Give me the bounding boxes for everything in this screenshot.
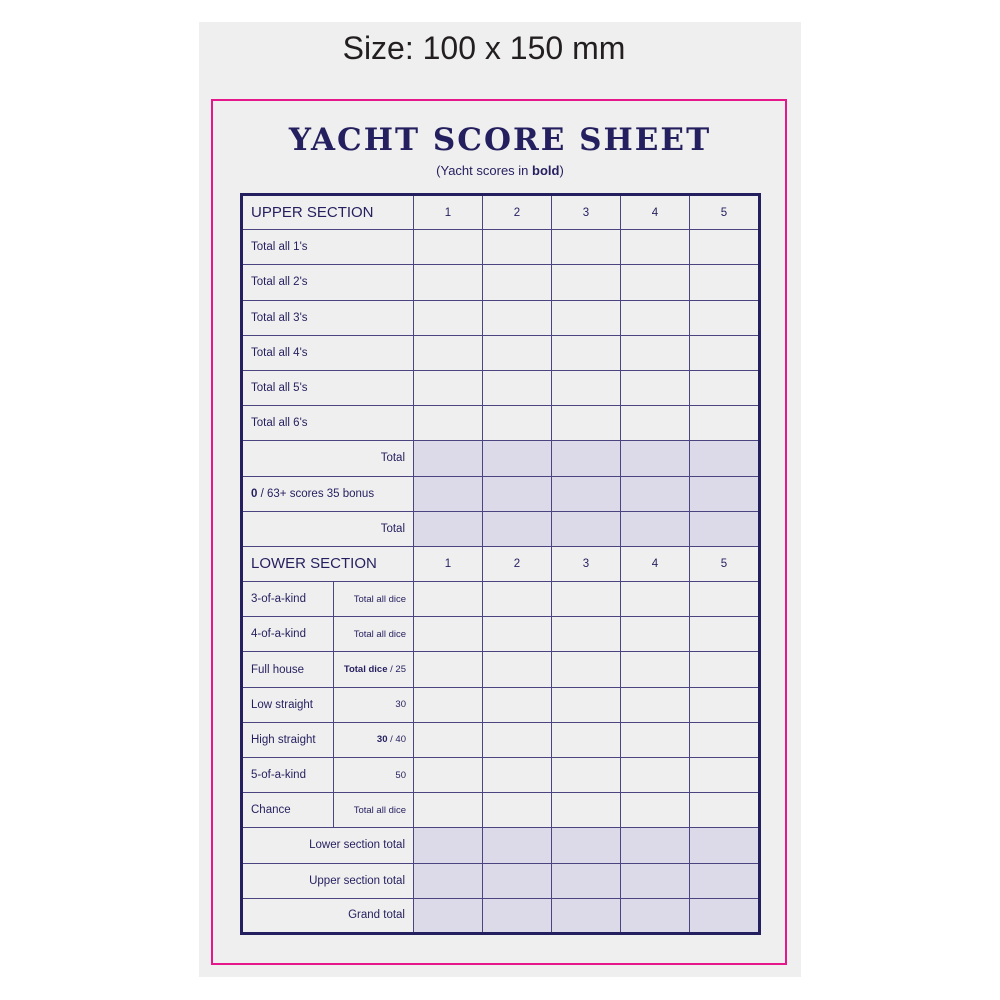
lower-row-hint xyxy=(334,758,414,793)
bonus-score-cell-5[interactable] xyxy=(690,476,760,511)
upper-row-4-score-cell-2[interactable] xyxy=(483,335,552,370)
upper-section-header-row xyxy=(242,195,760,230)
upper-row-5-score-cell-5[interactable] xyxy=(690,370,760,405)
upper-row-4-score-cell-3[interactable] xyxy=(552,335,621,370)
upper-row-3-score-cell-3[interactable] xyxy=(552,300,621,335)
total-row-1-score-cell-2[interactable] xyxy=(483,828,552,863)
upper-subtotal-score-cell-5[interactable] xyxy=(690,441,760,476)
lower-row-5-score-cell-2[interactable] xyxy=(483,722,552,757)
lower-row-1-score-cell-3[interactable] xyxy=(552,582,621,617)
upper-subtotal-score-cell-2[interactable] xyxy=(483,441,552,476)
table-row xyxy=(242,687,760,722)
score-table xyxy=(240,193,761,935)
upper-row-1-score-cell-1[interactable] xyxy=(414,230,483,265)
bonus-label xyxy=(242,476,414,511)
upper-row-5-score-cell-2[interactable] xyxy=(483,370,552,405)
bonus-score-cell-1[interactable] xyxy=(414,476,483,511)
upper-section-heading: UPPER SECTION xyxy=(242,195,414,230)
upper-row-5-score-cell-4[interactable] xyxy=(621,370,690,405)
total-row-1-score-cell-3[interactable] xyxy=(552,828,621,863)
bonus-score-cell-2[interactable] xyxy=(483,476,552,511)
lower-row-3-score-cell-2[interactable] xyxy=(483,652,552,687)
lower-row-3-score-cell-4[interactable] xyxy=(621,652,690,687)
upper-row-6-score-cell-4[interactable] xyxy=(621,406,690,441)
lower-row-4-score-cell-2[interactable] xyxy=(483,687,552,722)
table-row xyxy=(242,582,760,617)
upper-row-label: Total all 6's xyxy=(242,406,414,441)
upper-row-2-score-cell-5[interactable] xyxy=(690,265,760,300)
total-row-2-score-cell-4[interactable] xyxy=(621,863,690,898)
lower-row-4-score-cell-3[interactable] xyxy=(552,687,621,722)
lower-row-7-score-cell-1[interactable] xyxy=(414,793,483,828)
upper-section-column-header: 5 xyxy=(690,195,760,230)
lower-section-heading: LOWER SECTION xyxy=(242,546,414,581)
upper-row-6-score-cell-1[interactable] xyxy=(414,406,483,441)
lower-row-4-score-cell-5[interactable] xyxy=(690,687,760,722)
upper-row-1-score-cell-3[interactable] xyxy=(552,230,621,265)
table-row xyxy=(242,335,760,370)
lower-row-label: Low straight xyxy=(242,687,334,722)
upper-section-column-header: 1 xyxy=(414,195,483,230)
upper-row-1-score-cell-2[interactable] xyxy=(483,230,552,265)
upper-row-6-score-cell-5[interactable] xyxy=(690,406,760,441)
table-row xyxy=(242,230,760,265)
subtitle-suffix: ) xyxy=(559,163,564,178)
upper-row-3-score-cell-4[interactable] xyxy=(621,300,690,335)
total-row-3-score-cell-3[interactable] xyxy=(552,898,621,933)
upper-row-3-score-cell-5[interactable] xyxy=(690,300,760,335)
upper-subtotal-score-cell-3[interactable] xyxy=(552,441,621,476)
lower-section-column-header: 5 xyxy=(690,546,760,581)
bonus-zero: 0 xyxy=(251,487,258,500)
hint-bold: Total dice xyxy=(343,664,388,676)
lower-row-6-score-cell-4[interactable] xyxy=(621,758,690,793)
upper-total-score-cell-4[interactable] xyxy=(621,511,690,546)
subtitle-prefix: (Yacht scores in xyxy=(436,163,533,178)
lower-row-4-score-cell-4[interactable] xyxy=(621,687,690,722)
upper-row-6-score-cell-3[interactable] xyxy=(552,406,621,441)
lower-row-label: Chance xyxy=(242,793,334,828)
lower-row-7-score-cell-3[interactable] xyxy=(552,793,621,828)
total-row-2-score-cell-1[interactable] xyxy=(414,863,483,898)
upper-row-2-score-cell-1[interactable] xyxy=(414,265,483,300)
lower-row-6-score-cell-2[interactable] xyxy=(483,758,552,793)
lower-row-label: 5-of-a-kind xyxy=(242,758,334,793)
upper-row-label: Total all 4's xyxy=(242,335,414,370)
lower-row-label: 4-of-a-kind xyxy=(242,617,334,652)
table-row xyxy=(242,793,760,828)
total-row-3-score-cell-2[interactable] xyxy=(483,898,552,933)
table-row xyxy=(242,758,760,793)
upper-subtotal-score-cell-1[interactable] xyxy=(414,441,483,476)
upper-row-3-score-cell-2[interactable] xyxy=(483,300,552,335)
upper-row-1-score-cell-4[interactable] xyxy=(621,230,690,265)
lower-row-1-score-cell-5[interactable] xyxy=(690,582,760,617)
lower-row-7-score-cell-2[interactable] xyxy=(483,793,552,828)
lower-row-5-score-cell-5[interactable] xyxy=(690,722,760,757)
upper-row-2-score-cell-3[interactable] xyxy=(552,265,621,300)
lower-section-column-header: 4 xyxy=(621,546,690,581)
upper-row-4-score-cell-4[interactable] xyxy=(621,335,690,370)
upper-total-score-cell-3[interactable] xyxy=(552,511,621,546)
table-row xyxy=(242,828,760,863)
size-label: Size: 100 x 150 mm xyxy=(342,30,626,66)
table-row xyxy=(242,476,760,511)
upper-row-label: Total all 5's xyxy=(242,370,414,405)
lower-row-hint xyxy=(334,617,414,652)
total-row-label: Grand total xyxy=(242,898,414,933)
table-row xyxy=(242,863,760,898)
lower-row-6-score-cell-3[interactable] xyxy=(552,758,621,793)
total-row-2-score-cell-5[interactable] xyxy=(690,863,760,898)
total-row-3-score-cell-1[interactable] xyxy=(414,898,483,933)
lower-row-1-score-cell-4[interactable] xyxy=(621,582,690,617)
lower-row-2-score-cell-1[interactable] xyxy=(414,617,483,652)
lower-row-5-score-cell-1[interactable] xyxy=(414,722,483,757)
lower-row-hint xyxy=(334,652,414,687)
hint-bold: 30 xyxy=(376,734,388,746)
upper-row-5-score-cell-1[interactable] xyxy=(414,370,483,405)
lower-row-3-score-cell-1[interactable] xyxy=(414,652,483,687)
lower-row-3-score-cell-3[interactable] xyxy=(552,652,621,687)
total-row-1-score-cell-4[interactable] xyxy=(621,828,690,863)
lower-row-hint xyxy=(334,793,414,828)
hint-text: Total all dice xyxy=(353,628,406,640)
total-row-label: Lower section total xyxy=(242,828,414,863)
upper-row-2-score-cell-2[interactable] xyxy=(483,265,552,300)
upper-row-label: Total all 2's xyxy=(242,265,414,300)
table-row xyxy=(242,370,760,405)
lower-row-label: Full house xyxy=(242,652,334,687)
upper-total-score-cell-2[interactable] xyxy=(483,511,552,546)
upper-total-score-cell-5[interactable] xyxy=(690,511,760,546)
total-row-2-score-cell-2[interactable] xyxy=(483,863,552,898)
upper-row-6-score-cell-2[interactable] xyxy=(483,406,552,441)
upper-row-2-score-cell-4[interactable] xyxy=(621,265,690,300)
upper-subtotal-label: Total xyxy=(242,441,414,476)
bonus-score-cell-3[interactable] xyxy=(552,476,621,511)
upper-row-5-score-cell-3[interactable] xyxy=(552,370,621,405)
lower-section-column-header: 3 xyxy=(552,546,621,581)
upper-row-label: Total all 1's xyxy=(242,230,414,265)
upper-subtotal-score-cell-4[interactable] xyxy=(621,441,690,476)
upper-row-1-score-cell-5[interactable] xyxy=(690,230,760,265)
table-row xyxy=(242,617,760,652)
lower-row-label: 3-of-a-kind xyxy=(242,582,334,617)
lower-row-5-score-cell-3[interactable] xyxy=(552,722,621,757)
upper-row-3-score-cell-1[interactable] xyxy=(414,300,483,335)
lower-row-2-score-cell-5[interactable] xyxy=(690,617,760,652)
lower-row-2-score-cell-2[interactable] xyxy=(483,617,552,652)
lower-row-4-score-cell-1[interactable] xyxy=(414,687,483,722)
hint-text: 30 xyxy=(395,699,406,711)
hint-text: Total all dice xyxy=(353,804,406,816)
upper-row-label: Total all 3's xyxy=(242,300,414,335)
total-row-1-score-cell-5[interactable] xyxy=(690,828,760,863)
hint-text: Total all dice xyxy=(353,593,406,605)
bonus-score-cell-4[interactable] xyxy=(621,476,690,511)
total-row-3-score-cell-5[interactable] xyxy=(690,898,760,933)
upper-row-4-score-cell-5[interactable] xyxy=(690,335,760,370)
table-row xyxy=(242,441,760,476)
lower-row-2-score-cell-3[interactable] xyxy=(552,617,621,652)
lower-section-header-row xyxy=(242,546,760,581)
upper-total-score-cell-1[interactable] xyxy=(414,511,483,546)
sheet-subtitle xyxy=(199,163,801,178)
lower-row-hint xyxy=(334,582,414,617)
subtitle-bold: bold xyxy=(532,163,560,178)
lower-row-7-score-cell-4[interactable] xyxy=(621,793,690,828)
upper-row-4-score-cell-1[interactable] xyxy=(414,335,483,370)
upper-section-column-header: 2 xyxy=(483,195,552,230)
lower-row-6-score-cell-1[interactable] xyxy=(414,758,483,793)
lower-row-6-score-cell-5[interactable] xyxy=(690,758,760,793)
hint-text: / 40 xyxy=(387,734,406,746)
table-row xyxy=(242,898,760,933)
lower-row-7-score-cell-5[interactable] xyxy=(690,793,760,828)
total-row-label: Upper section total xyxy=(242,863,414,898)
lower-row-1-score-cell-2[interactable] xyxy=(483,582,552,617)
lower-row-3-score-cell-5[interactable] xyxy=(690,652,760,687)
lower-row-label: High straight xyxy=(242,722,334,757)
lower-section-column-header: 2 xyxy=(483,546,552,581)
total-row-3-score-cell-4[interactable] xyxy=(621,898,690,933)
total-row-1-score-cell-1[interactable] xyxy=(414,828,483,863)
table-row xyxy=(242,300,760,335)
lower-row-5-score-cell-4[interactable] xyxy=(621,722,690,757)
upper-section-column-header: 3 xyxy=(552,195,621,230)
bonus-rule: / 63+ scores 35 bonus xyxy=(257,487,375,500)
upper-total-label: Total xyxy=(242,511,414,546)
table-row xyxy=(242,265,760,300)
total-row-2-score-cell-3[interactable] xyxy=(552,863,621,898)
lower-row-hint xyxy=(334,722,414,757)
upper-section-column-header: 4 xyxy=(621,195,690,230)
lower-row-hint xyxy=(334,687,414,722)
lower-row-1-score-cell-1[interactable] xyxy=(414,582,483,617)
hint-text: / 25 xyxy=(387,664,406,676)
table-row xyxy=(242,652,760,687)
hint-text: 50 xyxy=(395,769,406,781)
lower-row-2-score-cell-4[interactable] xyxy=(621,617,690,652)
table-row xyxy=(242,722,760,757)
lower-section-column-header: 1 xyxy=(414,546,483,581)
table-row xyxy=(242,511,760,546)
table-row xyxy=(242,406,760,441)
sheet-title: YACHT SCORE SHEET xyxy=(288,122,712,158)
